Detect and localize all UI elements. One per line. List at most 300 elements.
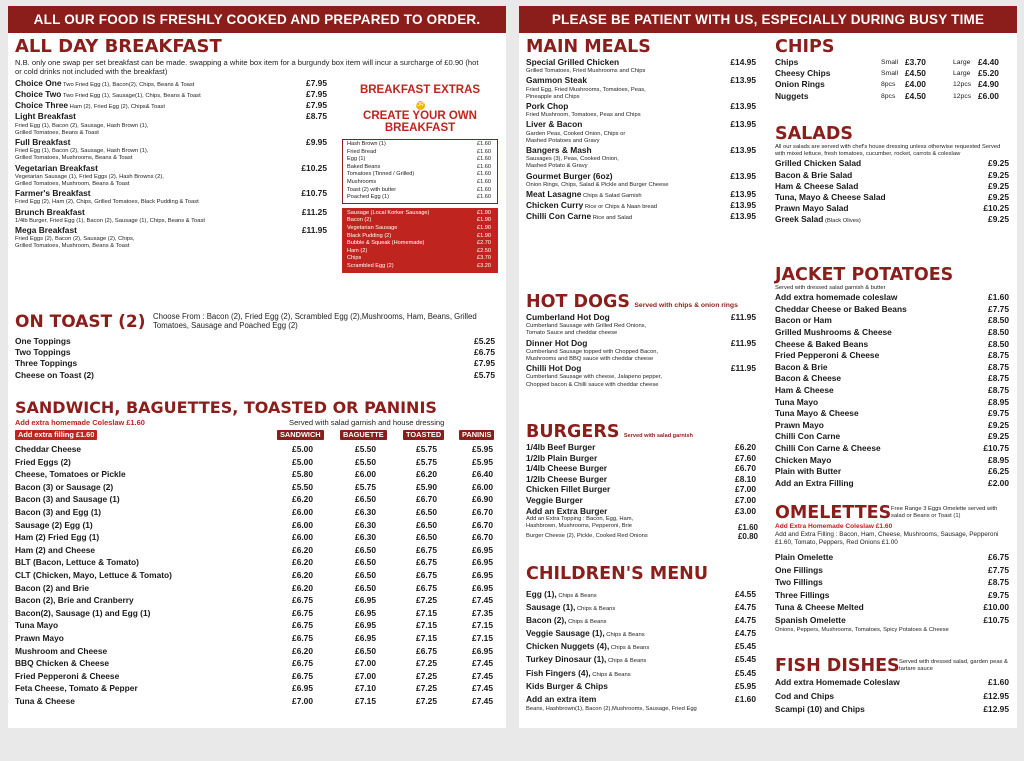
menu-item [775, 564, 1009, 577]
extra-price: £1.60 [477, 148, 491, 155]
small-size: 8pcs [881, 92, 896, 100]
extra-item [343, 164, 497, 172]
item-price: £6.75 [416, 582, 437, 593]
item-price: £5.45 [735, 641, 756, 652]
item-description: Cumberland Sausage with cheese, Jalapeno pepper, [526, 374, 662, 381]
item-name: 1/4lb Beef Burger [526, 442, 596, 452]
extra-name: Bacon (2) [347, 217, 372, 224]
item-price: £7.45 [472, 658, 493, 669]
extra-price: £1.60 [477, 178, 491, 185]
item-price: £2.00 [988, 477, 1009, 488]
item-price: £13.95 [730, 188, 756, 199]
sandwich-row [15, 456, 499, 469]
item-price: £7.00 [292, 695, 313, 706]
item-price: £6.20 [292, 582, 313, 593]
item-name: Bangers & Mash [526, 144, 592, 155]
item-description: Mushrooms and BBQ sauce with cheddar cheese [526, 355, 654, 362]
item-name: Choice Two Two Fried Egg (1), Sausage(1), Chips, Beans & Toast [15, 89, 201, 99]
burgers-list [526, 442, 758, 516]
item-price: £7.15 [472, 620, 493, 631]
item-price: £4.75 [735, 602, 756, 613]
extra-price: £3.70 [477, 255, 491, 262]
item-price: £6.95 [355, 632, 376, 643]
sandwich-row [15, 468, 499, 481]
menu-item [526, 57, 758, 68]
item-name: Cheese & Baked Beans [775, 338, 869, 349]
col-sandwich: SANDWICH [277, 430, 324, 440]
item-price: £6.50 [355, 494, 376, 505]
item-name: Choice Three Ham (2), Fried Egg (2), Chips& Toast [15, 100, 165, 111]
children-title: CHILDREN'S MENU [526, 564, 709, 584]
main-meals-section [526, 37, 758, 223]
item-name: Ham (2) Fried Egg (1) [15, 532, 100, 543]
chips-section [775, 37, 1009, 102]
item-name: Sausage (2) Egg (1) [15, 519, 93, 530]
item-price: £6.75 [416, 544, 437, 555]
menu-item [526, 145, 758, 156]
chips-list [775, 57, 1009, 102]
menu-item [526, 667, 758, 680]
menu-item [775, 214, 1009, 225]
item-name: Dinner Hot Dog [526, 337, 588, 348]
item-name: Chicken Fillet Burger [526, 484, 611, 495]
menu-item [526, 653, 758, 666]
item-detail: Chips & Beans [590, 671, 631, 678]
large-size: 12pcs [953, 81, 972, 89]
menu-item [775, 551, 1009, 564]
item-price: £6.50 [416, 519, 437, 530]
item-price: £6.95 [292, 683, 313, 694]
item-price: £9.25 [988, 419, 1009, 430]
breakfast-title: ALL DAY BREAKFAST [15, 36, 222, 57]
extras-white-box [342, 139, 498, 204]
item-price: £6.20 [292, 544, 313, 555]
item-name: Spanish Omelette [775, 614, 846, 625]
extra-name: Scrambled Egg (2) [347, 262, 394, 269]
sandwich-row [15, 544, 499, 557]
sandwich-row [15, 582, 499, 595]
chips-row [775, 68, 1009, 79]
extra-name: Hash Brown (1) [347, 141, 386, 147]
item-price: £13.95 [730, 75, 756, 86]
omelettes-filling: Add and Extra Filling : Bacon, Ham, Cheese, Mushrooms, Sausage, Pepperoni £1.60, Tomato, Peppers, Red Onions £1.00 [775, 531, 999, 546]
extra-item [343, 141, 497, 149]
item-price: £6.00 [292, 519, 313, 530]
menu-item [775, 304, 1009, 316]
item-price: £8.75 [988, 373, 1009, 384]
item-price: £12.95 [983, 704, 1009, 715]
item-price: £6.70 [472, 519, 493, 530]
item-price: £7.45 [472, 595, 493, 606]
breakfast-note: N.B. only one swap per set breakfast can be made. swapping a white box item for a burgundy box item will incur a surcharge of £0.90 (hot or cold drinks not included with the breakfast) [15, 58, 479, 77]
item-name: Chilli Con Carne & Cheese [775, 442, 881, 453]
item-price: £5.75 [416, 456, 437, 467]
salads-title: SALADS [775, 124, 853, 144]
extra-item [343, 248, 497, 256]
burgers-section [526, 422, 758, 541]
sandwich-row [15, 682, 499, 695]
item-description: Fried Egg, Fried Mushrooms, Tomatoes, Peas, [526, 86, 646, 93]
sandwich-row [15, 519, 499, 532]
item-price: £8.50 [988, 326, 1009, 337]
item-name: Bacon (2), Brie and Cranberry [15, 595, 134, 606]
item-description: Fried Egg (1), Bacon (2), Sausage, Hash Brown (1), [15, 148, 149, 155]
item-price: £5.45 [735, 654, 756, 665]
item-detail: (Black Olives) [823, 218, 861, 225]
item-name: Choice One Two Fried Egg (1), Bacon(2), Chips, Beans & Toast [15, 77, 195, 88]
menu-item [15, 137, 327, 148]
item-name: Tuna & Cheese [15, 695, 75, 706]
item-name: Kids Burger & Chips [526, 680, 608, 691]
menu-item [775, 350, 1009, 362]
item-price: £4.75 [735, 615, 756, 626]
large-size: 12pcs [953, 92, 972, 100]
menu-item [775, 292, 1009, 304]
burger-topping-price: £1.60 [737, 523, 758, 533]
item-detail: Chips & Beans [575, 606, 616, 613]
topping-line: Hashbrown, Mushrooms, Pepperoni, Brie [526, 523, 633, 530]
item-description: Grilled Tomatoes, Mushroom, Beans & Toast [15, 180, 130, 187]
item-price: £13.95 [730, 119, 756, 130]
item-description: Fried Mushroom, Tomatoes, Peas and Chips [526, 112, 641, 119]
burgers-title: BURGERS [526, 422, 620, 442]
sandwich-row [15, 569, 499, 582]
item-name: Chips [775, 57, 799, 67]
extra-name: Ham (2) [347, 247, 368, 254]
item-price: £9.95 [306, 136, 327, 147]
item-name: Bacon or Ham [775, 315, 832, 326]
item-name: Three Fillings [775, 589, 830, 600]
extra-item [343, 179, 497, 187]
item-description: Grilled Tomatoes, Beans & Toast [15, 129, 99, 136]
item-price: £6.30 [355, 519, 376, 530]
menu-item [526, 200, 758, 211]
item-price: £4.55 [735, 589, 756, 599]
item-description: Pineapple and Chips [526, 93, 580, 100]
item-price: £13.95 [730, 170, 756, 181]
sandwich-row [15, 632, 499, 645]
menu-item [775, 614, 1009, 627]
menu-item [15, 111, 327, 122]
item-detail: Rice or Chips & Naan bread [583, 204, 658, 211]
menu-item [526, 693, 758, 706]
item-detail: Ham (2), Fried Egg (2), Chips& Toast [68, 104, 165, 111]
hot-dogs-title: HOT DOGS [526, 292, 630, 312]
sandwich-row [15, 670, 499, 683]
item-price: £6.50 [355, 544, 376, 555]
extra-price: £1.90 [477, 209, 491, 216]
item-name: Meat Lasagne Chips & Salad Garnish [526, 188, 642, 199]
sandwich-coleslaw-note: Add extra homemade Coleslaw £1.60 [15, 418, 145, 427]
item-name: Fried Eggs (2) [15, 456, 71, 467]
item-name: Farmer's Breakfast [15, 188, 91, 199]
menu-item [526, 506, 758, 517]
item-price: £7.00 [735, 484, 756, 495]
menu-item [775, 362, 1009, 374]
item-price: £6.95 [355, 595, 376, 606]
item-price: £6.70 [735, 463, 756, 474]
item-price: £6.75 [416, 569, 437, 580]
item-price: £13.95 [730, 144, 756, 155]
item-name: Bacon(2), Sausage (1) and Egg (1) [15, 607, 151, 618]
breakfast-extras [342, 84, 498, 273]
item-description: Mashed Potatoes and Gravy [526, 137, 600, 144]
item-price: £8.95 [988, 454, 1009, 465]
item-price: £7.75 [988, 303, 1009, 314]
menu-item [775, 181, 1009, 192]
menu-item [526, 189, 758, 200]
item-name: Full Breakfast [15, 136, 71, 147]
item-price: £5.75 [416, 444, 437, 454]
col-paninis: PANINIS [459, 430, 494, 440]
menu-item [775, 385, 1009, 397]
extra-item [343, 187, 497, 195]
item-price: £6.00 [292, 506, 313, 517]
menu-item [15, 78, 327, 89]
omelettes-list [775, 551, 1009, 627]
item-name: Prawn Mayo [15, 632, 64, 643]
item-price: £9.25 [988, 158, 1009, 169]
item-price: £10.75 [983, 442, 1009, 453]
item-name: Turkey Dinosaur (1), Chips & Beans [526, 654, 647, 665]
item-price: £7.95 [306, 100, 327, 111]
menu-item [775, 192, 1009, 203]
menu-item [775, 478, 1009, 490]
item-price: £5.95 [472, 456, 493, 467]
large-size: Large [953, 59, 971, 66]
item-price: £7.95 [306, 89, 327, 99]
item-price: £9.25 [988, 191, 1009, 202]
extra-item [343, 210, 497, 218]
extra-item [343, 225, 497, 233]
item-price: £6.75 [474, 347, 495, 358]
extra-price: £1.60 [477, 156, 491, 163]
extra-name: Tomatoes (Tinned / Grilled) [347, 171, 415, 178]
item-price: £7.15 [416, 620, 437, 631]
extra-name: Egg (1) [347, 156, 366, 163]
menu-item [526, 101, 758, 112]
large-price: £5.20 [978, 68, 999, 79]
item-price: £12.95 [983, 690, 1009, 701]
item-name: Nuggets [775, 90, 809, 101]
item-name: Brunch Breakfast [15, 206, 85, 217]
hot-dogs-list [526, 312, 758, 389]
sandwich-row [15, 493, 499, 506]
item-price: £6.20 [416, 469, 437, 480]
fish-served: Served with dressed salad, garden peas & tartare sauce [899, 659, 1008, 673]
extra-item [343, 194, 497, 202]
item-price: £13.95 [730, 200, 756, 211]
item-price: £14.95 [730, 57, 756, 67]
item-name: Cumberland Hot Dog [526, 312, 610, 322]
item-detail: Chips & Beans [604, 632, 645, 639]
item-price: £6.75 [988, 552, 1009, 562]
col-toasted: TOASTED [403, 430, 444, 440]
menu-item [775, 431, 1009, 443]
item-price: £5.75 [474, 369, 495, 380]
create-own-title: CREATE YOUR OWN BREAKFAST [363, 110, 477, 134]
item-price: £6.95 [472, 544, 493, 555]
extra-name: Mushrooms [347, 178, 377, 185]
freshly-cooked-banner: ALL OUR FOOD IS FRESHLY COOKED AND PREPARED TO ORDER. [8, 6, 506, 33]
item-name: Plain Omelette [775, 552, 834, 562]
menu-item [526, 463, 758, 474]
item-price: £6.50 [355, 569, 376, 580]
menu-item [526, 640, 758, 653]
fish-title: FISH DISHES [775, 656, 900, 676]
item-name: Bacon (3) and Sausage (1) [15, 494, 120, 505]
item-price: £6.75 [292, 607, 313, 618]
sandwich-row [15, 594, 499, 607]
item-name: One Fillings [775, 564, 823, 575]
item-description: Mashed Potato & Gravy [526, 163, 588, 170]
menu-page-right [519, 6, 1017, 728]
item-price: £6.50 [416, 532, 437, 543]
item-price: £5.95 [472, 444, 493, 454]
salads-section [775, 124, 1009, 226]
chips-row [775, 57, 1009, 68]
menu-item [526, 474, 758, 485]
jacket-served: Served with dressed salad garnish & butter [775, 285, 886, 291]
item-price: £6.95 [355, 620, 376, 631]
item-price: £10.25 [983, 203, 1009, 214]
item-price: £5.00 [292, 444, 313, 454]
item-price: £9.25 [988, 169, 1009, 180]
item-price: £7.45 [472, 695, 493, 706]
burger-cheese-price: £0.80 [737, 532, 758, 542]
item-description: Cumberland Sausage topped with Chopped Bacon, [526, 348, 659, 355]
item-description: Garden Peas, Cooked Onion, Chips or [526, 130, 626, 137]
menu-item [775, 327, 1009, 339]
item-price: £6.95 [472, 645, 493, 656]
menu-item [775, 589, 1009, 602]
children-section [526, 564, 758, 713]
jacket-section [775, 265, 1009, 489]
item-price: £6.95 [355, 607, 376, 618]
extra-name: Black Pudding (2) [347, 232, 392, 239]
extra-name: Fried Bread [347, 148, 377, 155]
item-price: £10.75 [983, 614, 1009, 625]
item-name: Tuna, Mayo & Cheese Salad [775, 191, 886, 202]
extra-name: Poached Egg (1) [347, 194, 389, 201]
extra-name: Toast (2) with butter [347, 186, 397, 193]
menu-item [15, 207, 327, 218]
item-price: £6.50 [355, 582, 376, 593]
menu-item [526, 119, 758, 130]
extra-name: Sausage (Local Korker Sausage) [347, 209, 430, 216]
item-price: £7.95 [306, 77, 327, 88]
item-name: Ham & Cheese [775, 384, 834, 395]
item-price: £3.00 [735, 505, 756, 516]
item-name: Grilled Mushrooms & Cheese [775, 326, 892, 337]
item-price: £11.95 [301, 224, 327, 235]
item-name: BBQ Chicken & Cheese [15, 658, 110, 669]
sandwich-row [15, 531, 499, 544]
menu-item [526, 614, 758, 627]
sandwich-table [15, 443, 499, 707]
item-price: £1.60 [988, 292, 1009, 303]
item-description: Grilled Tomatoes, Mushroom, Beans & Toast [15, 243, 130, 250]
item-detail: Chips & Beans [556, 593, 597, 599]
item-name: Fried Pepperoni & Cheese [775, 350, 880, 361]
item-price: £5.90 [416, 481, 437, 492]
extra-filling-pill: Add extra filling £1.60 [15, 430, 97, 440]
menu-item [775, 408, 1009, 420]
item-price: £10.25 [301, 162, 327, 173]
sandwich-row [15, 645, 499, 658]
menu-item [526, 495, 758, 506]
item-name: Vegetarian Breakfast [15, 162, 98, 173]
item-name: Chilli Hot Dog [526, 363, 582, 374]
item-name: Plain with Butter [775, 466, 842, 477]
item-price: £5.95 [735, 680, 756, 691]
extra-price: £1.90 [477, 217, 491, 224]
item-price: £6.95 [472, 557, 493, 568]
extras-title: BREAKFAST EXTRAS [359, 84, 481, 96]
item-detail: Two Fried Egg (1), Bacon(2), Chips, Beans & Toast [61, 81, 195, 88]
menu-item [15, 163, 327, 174]
item-price: £6.75 [416, 557, 437, 568]
menu-item [526, 338, 758, 349]
item-price: £7.25 [416, 595, 437, 606]
item-price: £7.25 [416, 658, 437, 669]
on-toast-title: ON TOAST (2) [15, 312, 146, 332]
item-price: £7.95 [474, 358, 495, 369]
menu-item [775, 466, 1009, 478]
item-detail: Two Fried Egg (1), Sausage(1), Chips, Beans & Toast [61, 93, 201, 99]
item-name: Add an Extra Burger [526, 505, 608, 516]
salads-note: All our salads are served with chef's house dressing unless otherwise requested Served with mixed lettuce, fresh tomatoes, cucumber, rocket, carrots & coleslaw [775, 144, 1001, 158]
menu-item [526, 211, 758, 222]
omelettes-served: Free Range 3 Eggs Omelette served with salad or Beans or Toast (1) [891, 506, 998, 520]
item-name: Ham (2) and Cheese [15, 544, 96, 555]
jacket-title: JACKET POTATOES [775, 265, 954, 285]
menu-item [15, 347, 497, 358]
menu-item [526, 680, 758, 693]
menu-item [15, 188, 327, 199]
item-price: £13.95 [730, 211, 756, 222]
extra-price: £1.60 [477, 171, 491, 178]
item-price: £7.15 [472, 632, 493, 643]
sandwich-row [15, 556, 499, 569]
extra-item [343, 156, 497, 164]
item-price: £6.00 [292, 532, 313, 543]
item-price: £6.20 [292, 557, 313, 568]
item-name: Cheese, Tomatoes or Pickle [15, 469, 126, 480]
item-name: Light Breakfast [15, 111, 76, 122]
item-price: £7.60 [735, 452, 756, 463]
item-price: £6.75 [292, 620, 313, 631]
chips-row [775, 79, 1009, 90]
item-name: Special Grilled Chicken [526, 57, 620, 67]
item-description: Fried Eggs (2), Bacon (2), Sausage (2), Chips, [15, 236, 135, 243]
small-size: 8pcs [881, 81, 896, 89]
menu-item [526, 588, 758, 601]
sandwich-row [15, 695, 499, 708]
item-name: Bacon & Brie [775, 361, 828, 372]
item-name: Gammon Steak [526, 75, 587, 86]
item-price: £6.70 [416, 494, 437, 505]
item-name: Egg (1), Chips & Beans [526, 589, 597, 599]
menu-item [775, 158, 1009, 169]
extra-price: £1.60 [477, 194, 491, 201]
chips-row [775, 91, 1009, 102]
item-name: Add extra Homemade Coleslaw [775, 677, 900, 687]
menu-item [526, 453, 758, 464]
item-name: Tuna & Cheese Melted [775, 602, 864, 613]
item-price: £8.75 [988, 350, 1009, 361]
item-name: Add an extra item [526, 693, 597, 704]
